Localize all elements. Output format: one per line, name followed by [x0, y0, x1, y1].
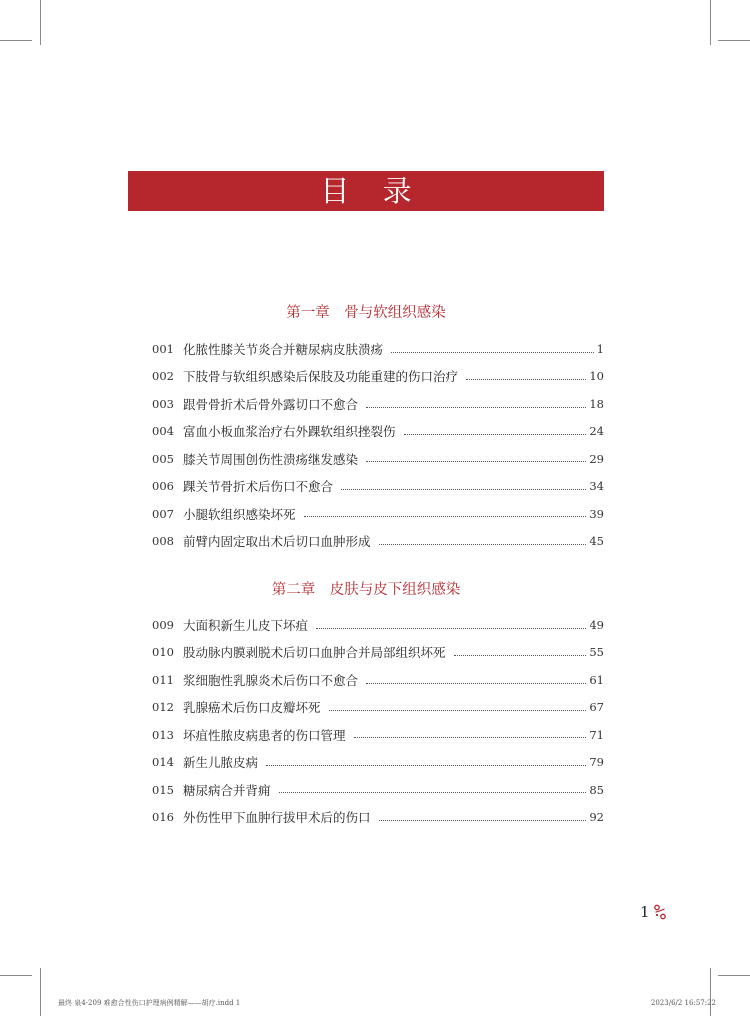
dot-leader [366, 683, 586, 684]
dot-leader [379, 544, 587, 545]
entry-title: 浆细胞性乳腺炎术后伤口不愈合 [183, 672, 359, 688]
toc-entry[interactable] [152, 612, 604, 639]
entry-page: 24 [589, 424, 604, 439]
entry-number: 010 [152, 645, 174, 660]
entry-page: 67 [589, 700, 604, 715]
toc-entry[interactable] [152, 363, 604, 390]
entry-title: 化脓性膝关节炎合并糖尿病皮肤溃疡 [183, 342, 384, 357]
crop-mark [718, 40, 750, 41]
entry-number: 006 [152, 479, 174, 494]
dot-leader [454, 655, 587, 656]
entry-number: 005 [152, 451, 174, 466]
entry-number: 013 [152, 727, 174, 742]
toc-entry[interactable] [152, 749, 604, 776]
entry-page: 10 [589, 369, 604, 384]
entry-title: 外伤性甲下血肿行拔甲术后的伤口 [183, 809, 371, 825]
entry-title: 坏疽性脓皮病患者的伤口管理 [183, 727, 346, 743]
entry-number: 002 [152, 369, 174, 384]
crop-mark [710, 0, 711, 45]
entry-title: 新生儿脓皮病 [183, 755, 259, 771]
entry-page: 85 [589, 782, 604, 797]
toc-entry[interactable] [152, 777, 604, 804]
toc-entry[interactable] [152, 639, 604, 666]
crop-mark [718, 975, 750, 976]
page-number-block [640, 902, 667, 922]
dot-leader [354, 737, 587, 738]
dot-leader [279, 792, 587, 793]
dot-leader [366, 407, 586, 408]
entry-number: 001 [152, 342, 174, 356]
toc-entry[interactable] [152, 528, 604, 555]
crop-mark [40, 0, 41, 45]
chapter-heading: 第一章 骨与软组织感染 [286, 305, 446, 321]
crop-mark [710, 968, 711, 1016]
dot-leader [404, 434, 587, 435]
dot-leader [316, 628, 586, 629]
entry-number: 009 [152, 618, 174, 632]
entry-title: 踝关节骨折术后伤口不愈合 [183, 479, 334, 495]
entry-page: 1 [596, 342, 604, 356]
entry-title: 前臂内固定取出术后切口血肿形成 [183, 533, 371, 549]
entry-page: 49 [589, 618, 604, 632]
page-number: 1 [640, 903, 650, 921]
entry-page: 34 [589, 479, 604, 494]
dot-leader [341, 489, 586, 490]
toc-entry[interactable] [152, 473, 604, 500]
dot-leader [329, 710, 587, 711]
dot-leader [304, 516, 587, 517]
dot-leader [366, 461, 586, 462]
dot-leader [466, 379, 586, 380]
entry-page: 29 [589, 451, 604, 466]
toc-entry[interactable] [152, 667, 604, 694]
entry-number: 015 [152, 782, 174, 797]
entry-number: 016 [152, 809, 174, 824]
toc-entry[interactable] [152, 418, 604, 445]
entry-page: 61 [589, 672, 604, 687]
toc-entry[interactable] [152, 804, 604, 831]
entry-page: 39 [589, 506, 604, 521]
entry-title: 下肢骨与软组织感染后保肢及功能重建的伤口治疗 [183, 369, 459, 385]
entry-title: 股动脉内膜剥脱术后切口血肿合并局部组织坏死 [183, 645, 446, 661]
crop-mark [0, 975, 32, 976]
entry-page: 45 [589, 533, 604, 548]
toc-entry[interactable] [152, 391, 604, 418]
page-ornament-icon [653, 904, 667, 920]
dot-leader [391, 352, 594, 353]
toc-entry[interactable] [152, 336, 604, 363]
dot-leader [266, 765, 586, 766]
toc-entry[interactable] [152, 446, 604, 473]
entry-number: 011 [152, 672, 174, 687]
entry-number: 012 [152, 700, 174, 715]
toc-entry[interactable] [152, 501, 604, 528]
entry-number: 008 [152, 533, 174, 548]
entry-title: 大面积新生儿皮下坏疽 [183, 618, 309, 633]
entry-page: 92 [589, 809, 604, 824]
entry-number: 014 [152, 755, 174, 770]
toc-list-chapter-2 [152, 612, 604, 831]
entry-number: 007 [152, 506, 174, 521]
toc-title-bar [128, 171, 604, 211]
entry-title: 小腿软组织感染坏死 [183, 506, 296, 522]
entry-title: 乳腺癌术后伤口皮瓣坏死 [183, 700, 321, 716]
entry-page: 79 [589, 755, 604, 770]
crop-mark [0, 40, 32, 41]
entry-title: 跟骨骨折术后骨外露切口不愈合 [183, 396, 359, 412]
entry-page: 55 [589, 645, 604, 660]
footer-file-info: 最终 泉4-209 难愈合性伤口护理病例精解——胡疗.indd 1 [58, 999, 241, 1007]
footer-timestamp: 2023/6/2 16:57:22 [650, 999, 716, 1007]
chapter-heading: 第二章 皮肤与皮下组织感染 [271, 582, 461, 598]
page-title: 目 录 [320, 174, 424, 208]
entry-page: 71 [589, 727, 604, 742]
dot-leader [379, 820, 587, 821]
entry-number: 004 [152, 424, 174, 439]
toc-entry[interactable] [152, 694, 604, 721]
toc-list-chapter-1 [152, 336, 604, 555]
entry-title: 糖尿病合并背痈 [183, 782, 271, 798]
toc-entry[interactable] [152, 722, 604, 749]
entry-number: 003 [152, 396, 174, 411]
entry-title: 膝关节周围创伤性溃疡继发感染 [183, 451, 359, 467]
entry-page: 18 [589, 396, 604, 411]
crop-mark [40, 968, 41, 1016]
entry-title: 富血小板血浆治疗右外踝软组织挫裂伤 [183, 424, 396, 440]
